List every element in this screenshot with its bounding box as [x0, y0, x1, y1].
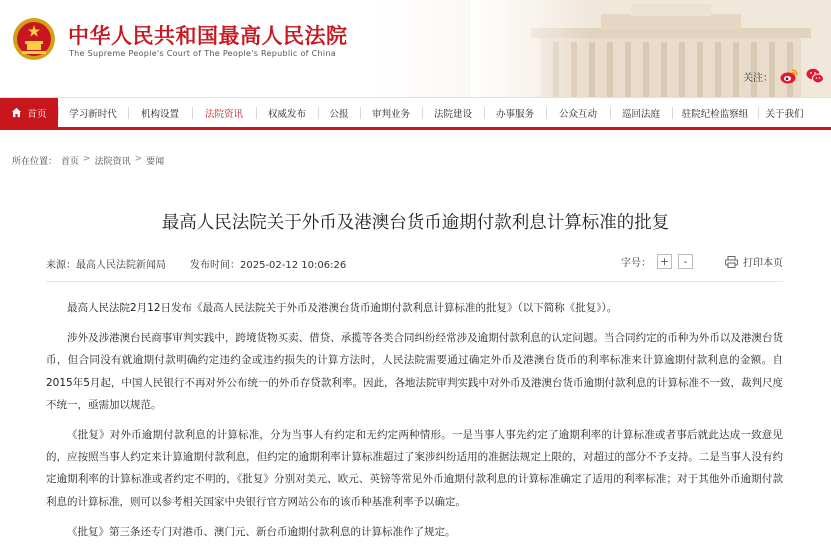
article-title: 最高人民法院关于外币及港澳台货币逾期付款利息计算标准的批复	[161, 213, 670, 233]
site-header	[0, 0, 831, 97]
nav-item-about-us[interactable]: 关于我们	[758, 98, 811, 127]
breadcrumb-separator: >	[134, 154, 143, 164]
nav-item-authoritative-release[interactable]: 权威发布	[256, 98, 318, 127]
nav-item-services[interactable]: 办事服务	[484, 98, 546, 127]
site-title: 中华人民共和国最高人民法院	[68, 24, 348, 48]
article-source: 来源：最高人民法院新闻局	[46, 260, 166, 271]
nav-item-public-interaction[interactable]: 公众互动	[546, 98, 610, 127]
breadcrumb-prefix: 所在位置：	[12, 157, 58, 167]
breadcrumb	[12, 154, 164, 167]
main-nav	[0, 97, 831, 130]
divider	[46, 281, 783, 282]
article-tools	[621, 254, 783, 269]
article-meta	[46, 256, 346, 271]
article-paragraph: 《批复》第三条还专门对港币、澳门元、新台币逾期付款利息的计算标准作了规定。	[67, 525, 456, 538]
breadcrumb-headlines[interactable]: 要闻	[146, 157, 165, 167]
breadcrumb-home[interactable]: 首页	[61, 157, 80, 167]
nav-item-label: 首页	[27, 108, 47, 120]
article-publish-time: 发布时间：2025-02-12 10:06:26	[190, 260, 347, 271]
nav-item-study[interactable]: 学习新时代	[58, 98, 128, 127]
article-body	[46, 297, 783, 551]
article-paragraph: 涉外及涉港澳台民商事审判实践中，跨境货物买卖、借贷、承揽等各类合同纠纷经常涉及逾期付款利息的认定问题。当合同约定的币种为外币以及港澳台货币，但合同没有就逾期付款明确约定违约金或违约损失的计算方法时，人民法院需要通过确定外币及港澳台货币的利率标准来计算逾期付款利息的金额。自2015年5月起，中国人民银行不再对外公布统一的外币存贷款利率。因此，各地法院审判实践中对外币及港澳台货币逾期付款利息的计算标准不一致，裁判尺度不统一，亟需加以规范。	[46, 332, 783, 411]
font-decrease-button[interactable]: -	[678, 254, 693, 269]
home-icon	[11, 107, 22, 118]
nav-item-gazette[interactable]: 公报	[318, 98, 360, 127]
font-increase-button[interactable]: +	[657, 254, 672, 269]
follow-bar	[743, 66, 825, 86]
weibo-icon[interactable]	[779, 66, 799, 86]
nav-item-organization[interactable]: 机构设置	[128, 98, 192, 127]
breadcrumb-separator: >	[83, 154, 91, 164]
nav-item-discipline-inspection[interactable]: 驻院纪检监察组	[672, 98, 758, 127]
nav-item-home[interactable]	[0, 98, 58, 127]
print-button[interactable]	[725, 254, 783, 269]
national-emblem-icon	[12, 17, 56, 61]
follow-label: 关注：	[743, 72, 773, 84]
article-paragraph: 最高人民法院2月12日发布《最高人民法院关于外币及港澳台货币逾期付款利息计算标准的批复》（以下简称《批复》）。	[67, 302, 618, 314]
wechat-icon[interactable]	[805, 66, 825, 86]
article-paragraph: 《批复》对外币逾期付款利息的计算标准，分为当事人有约定和无约定两种情形。一是当事人事先约定了逾期利率的计算标准或者事后就此达成一致意见的，应按照当事人约定来计算逾期付款利息，但约定的逾期利率计算标准超过了案涉纠纷适用的准据法规定上限的，对超过的部分不予支持。二是当事人没有约定逾期利率的计算标准或者约定不明的，《批复》分别对美元、欧元、英镑等常见外币逾期付款利息的计算标准确定了适用的利率标准；对于其他外币逾期付款利息的计算标准，则可以参考相关国家中央银行官方网站公布的该币种基准利率予以确定。	[46, 429, 783, 508]
font-size-label: 字号：	[621, 258, 651, 269]
print-icon	[725, 256, 738, 268]
nav-item-court-building[interactable]: 法院建设	[422, 98, 484, 127]
breadcrumb-court-news[interactable]: 法院资讯	[94, 157, 131, 167]
nav-item-circuit-court[interactable]: 巡回法庭	[610, 98, 672, 127]
print-label: 打印本页	[743, 258, 783, 269]
nav-item-court-news[interactable]: 法院资讯	[192, 98, 256, 127]
site-subtitle: The Supreme People's Court of The People's Republic of China	[69, 49, 336, 58]
nav-item-trial-business[interactable]: 审判业务	[360, 98, 422, 127]
